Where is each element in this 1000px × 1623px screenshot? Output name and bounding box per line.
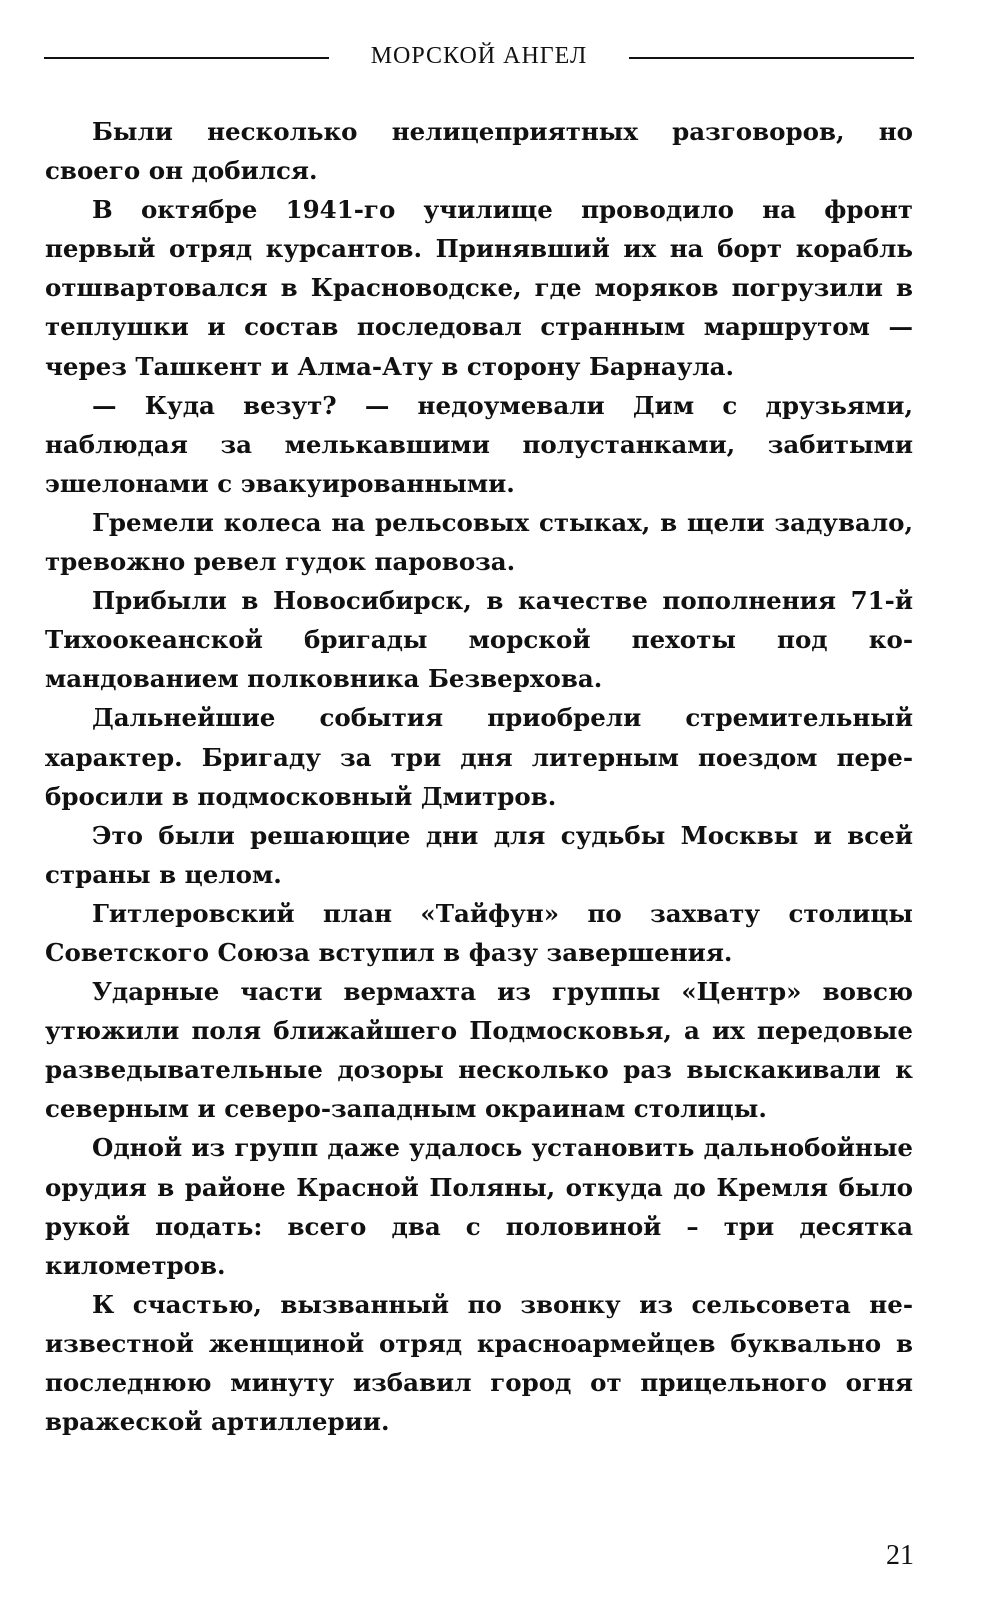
paragraph: Были несколько нелицеприятных разговоров, но своего он добился. <box>45 117 913 186</box>
paragraph: Это были решающие дни для судьбы Москвы и всей страны в целом. <box>45 820 913 889</box>
paragraph: К счастью, вызванный по звонку из сельсовета неизвестной женщиной отряд красноармейцев буквально в последнюю минуту избавил город от прицельного огня вражеской артиллерии. <box>45 1289 913 1437</box>
paragraph: В октябре 1941-го училище проводило на фронт первый отряд курсантов. Принявший их на борт корабль отшвартовался в Красноводске, где моряков погрузили в теплушки и состав последовал странным маршрутом — через Ташкент и Алма-Ату в сторону Барнаула. <box>45 195 913 381</box>
page-body <box>45 112 913 1441</box>
page-number: 21 <box>886 1540 914 1571</box>
paragraph: Прибыли в Новосибирск, в качестве пополнения 71-й Тихоокеанской бригады морской пехоты под командованием полковника Безверхова. <box>45 586 913 694</box>
running-title: МОРСКОЙ АНГЕЛ <box>370 42 588 69</box>
paragraph: Дальнейшие события приобрели стремительный характер. Бригаду за три дня литерным поездом перебросили в подмосковный Дмитров. <box>45 703 913 811</box>
header-rule-left <box>44 57 329 59</box>
paragraph: — Куда везут? — недоумевали Дим с друзьями, наблюдая за мелькавшими полустанками, забитыми эшелонами с эвакуированными. <box>45 390 913 498</box>
header-rule-right <box>629 57 914 59</box>
paragraph: Одной из групп даже удалось установить дальнобойные орудия в районе Красной Поляны, откуда до Кремля было рукой подать: всего два с половиной – три десятка километров. <box>45 1133 913 1280</box>
paragraph: Гремели колеса на рельсовых стыках, в щели задувало, тревожно ревел гудок паровоза. <box>45 507 913 577</box>
paragraph: Ударные части вермахта из группы «Центр» вовсю утюжили поля ближайшего Подмосковья, а их передовые разведывательные дозоры несколько раз выскакивали к северным и северо-западным окраинам столицы. <box>45 977 913 1124</box>
running-head <box>44 36 914 76</box>
paragraph: Гитлеровский план «Тайфун» по захвату столицы Советского Союза вступил в фазу завершения. <box>45 898 913 967</box>
